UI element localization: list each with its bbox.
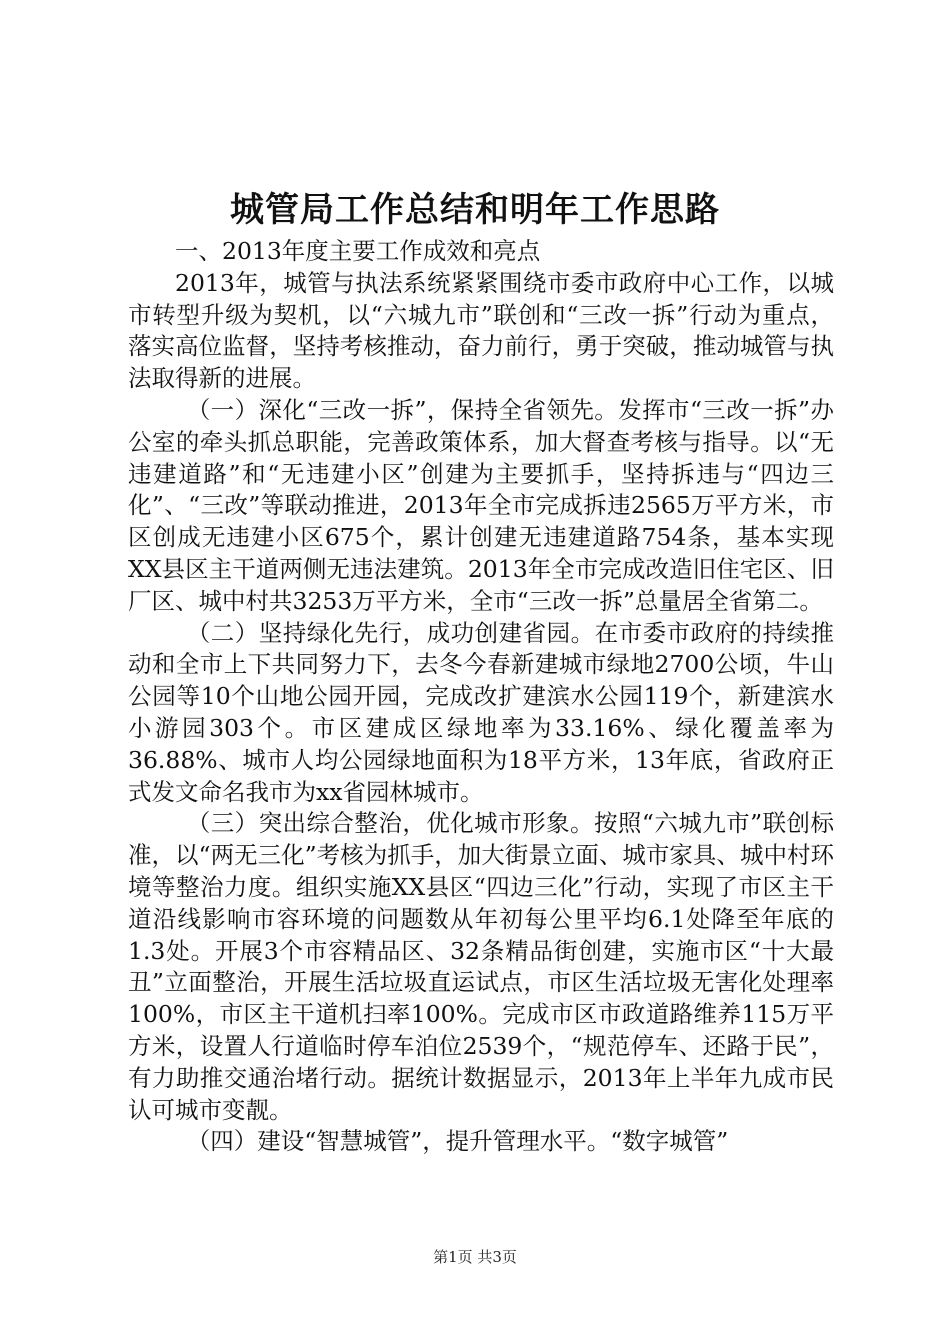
- paragraph-item-1: （一）深化“三改一拆”，保持全省领先。发挥市“三改一拆”办公室的牵头抓总职能，完善政策体系，加大督查考核与指导。以“无违建道路”和“无违建小区”创建为主要抓手，坚持拆违与“四边三化”、“三改”等联动推进，2013年全市完成拆违2565万平方米，市区创成无违建小区675个，累计创建无违建道路754条，基本实现XX县区主干道两侧无违法建筑。2013年全市完成改造旧住宅区、旧厂区、城中村共3253万平方米，全市“三改一拆”总量居全省第二。: [128, 395, 834, 615]
- paragraph-intro: 2013年，城管与执法系统紧紧围绕市委市政府中心工作，以城市转型升级为契机，以“六城九市”联创和“三改一拆”行动为重点，落实高位监督，坚持考核推动，奋力前行，勇于突破，推动城管与执法取得新的进展。: [128, 268, 834, 393]
- section-heading: 一、2013年度主要工作成效和亮点: [175, 237, 541, 265]
- document-body: [128, 236, 834, 1158]
- paragraph-item-2: （二）坚持绿化先行，成功创建省园。在市委市政府的持续推动和全市上下共同努力下，去冬今春新建城市绿地2700公顷，牛山公园等10个山地公园开园，完成改扩建滨水公园119个，新建滨水小游园303个。市区建成区绿地率为33.16%、绿化覆盖率为36.88%、城市人均公园绿地面积为18平方米，13年底，省政府正式发文命名我市为xx省园林城市。: [128, 618, 834, 806]
- paragraph-item-4: （四）建设“智慧城管”，提升管理水平。“数字城管”: [186, 1127, 729, 1156]
- document-title: 城管局工作总结和明年工作思路: [230, 190, 720, 230]
- page-number-footer: 第1页 共3页: [433, 1248, 517, 1266]
- paragraph-item-3: （三）突出综合整治，优化城市形象。按照“六城九市”联创标准，以“两无三化”考核为抓手，加大街景立面、城市家具、城中村环境等整治力度。组织实施XX县区“四边三化”行动，实现了市区主干道沿线影响市容环境的问题数从年初每公里平均6.1处降至年底的1.3处。开展3个市容精品区、32条精品街创建，实施市区“十大最丑”立面整治，开展生活垃圾直运试点，市区生活垃圾无害化处理率100%，市区主干道机扫率100%。完成市区市政道路维养115万平方米，设置人行道临时停车泊位2539个，“规范停车、还路于民”，有力助推交通治堵行动。据统计数据显示，2013年上半年九成市民认可城市变靓。: [128, 809, 834, 1124]
